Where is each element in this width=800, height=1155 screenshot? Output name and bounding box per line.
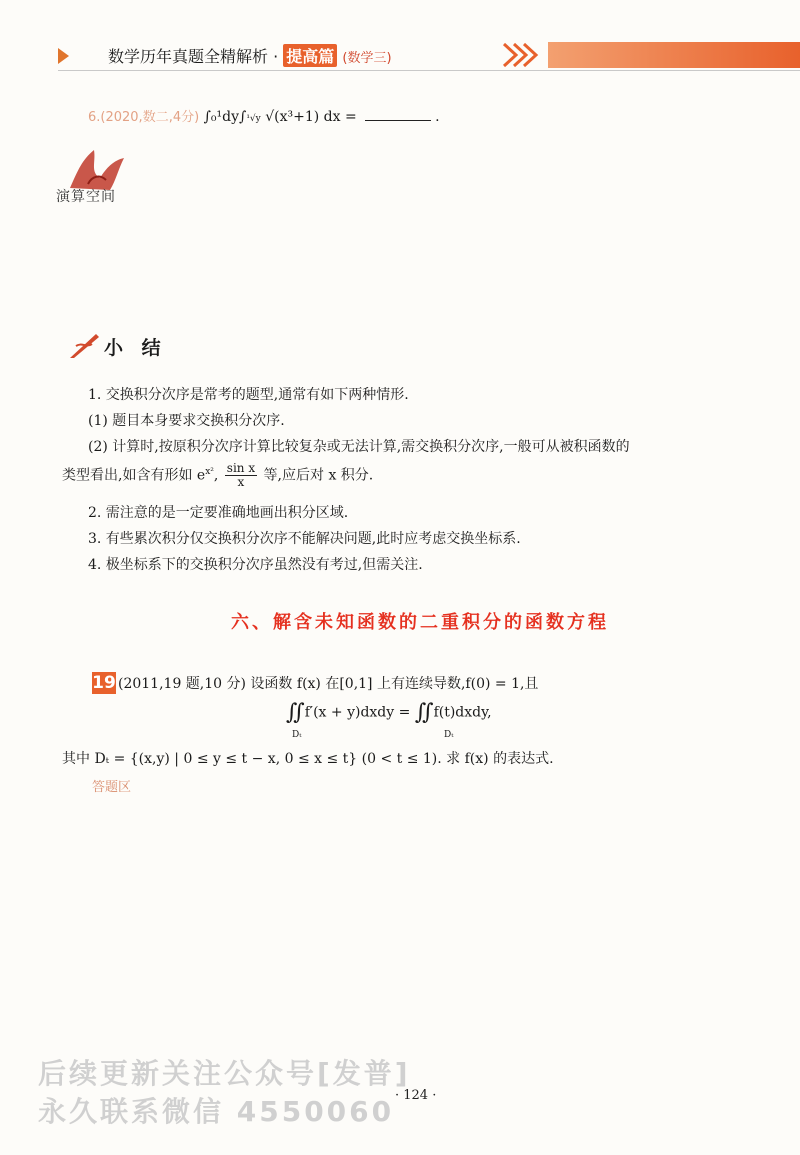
problem-19-equation: [286, 700, 492, 725]
answer-area-label: 答题区: [92, 780, 132, 795]
chevron-right-icon: [500, 40, 560, 70]
answer-blank[interactable]: [365, 120, 431, 121]
volume-badge: 提高篇: [283, 44, 337, 67]
problem-number-badge: 19: [92, 673, 116, 693]
sinx-fraction: [225, 462, 257, 489]
problem-19-domain: 其中 Dₜ = {(x,y) | 0 ≤ y ≤ t − x, 0 ≤ x ≤ t} (0 < t ≤ 1). 求 f(x) 的表达式.: [62, 751, 554, 767]
calc-space-label: 演算空间: [56, 189, 116, 205]
summary-title: 小 结: [104, 337, 167, 359]
summary-item-2: 2. 需注意的是一定要准确地画出积分区域.: [88, 505, 349, 521]
fraction-denominator: x: [237, 475, 245, 489]
problem-6-limits: ¹√y: [246, 114, 261, 124]
summary-item-3: 3. 有些累次积分仅交换积分次序不能解决问题,此时应考虑交换坐标系.: [88, 531, 521, 547]
summary-line4-head: 类型看出,如含有形如 e: [62, 467, 206, 484]
double-integral-icon: ∬: [414, 700, 434, 725]
header-divider: [58, 70, 800, 71]
summary-item-1: 1. 交换积分次序是常考的题型,通常有如下两种情形.: [88, 387, 409, 403]
book-title: [108, 44, 392, 67]
problem-6-prefix: ∫₀¹dy∫: [203, 109, 247, 125]
summary-item-1a: (1) 题目本身要求交换积分次序.: [88, 413, 285, 429]
equation-left: f′(x + y)dxdy =: [304, 704, 415, 721]
summary-line4-tail: 等,应后对 x 积分.: [259, 467, 374, 484]
problem-6-label: 6.(2020,数二,4分): [88, 110, 200, 125]
watermark-line-1: 后续更新关注公众号[发普]: [38, 1057, 411, 1090]
header-arrow-icon: [58, 48, 69, 64]
book-title-text: 数学历年真题全精解析 ·: [108, 47, 284, 66]
header-band: [548, 42, 800, 68]
problem-6: [88, 106, 440, 125]
double-integral-icon: ∬: [286, 700, 305, 725]
domain-subscript-right: Dₜ: [444, 730, 454, 740]
summary-item-4: 4. 极坐标系下的交换积分次序虽然没有考过,但需关注.: [88, 557, 423, 573]
problem-6-integrand: √(x³+1) dx =: [265, 109, 362, 125]
equation-right: f(t)dxdy,: [433, 704, 492, 721]
pen-icon: [66, 330, 102, 360]
summary-item-1b-cont: 类型看出,如含有形如 $e^{x^2}$, $\frac{\text{sin x}}{x}$ 等,应后对 x 积分.: [62, 461, 374, 489]
section-title: 六、解含未知函数的二重积分的函数方程: [231, 612, 609, 633]
domain-subscript-left: Dₜ: [292, 730, 302, 740]
summary-item-1b: (2) 计算时,按原积分次序计算比较复杂或无法计算,需交换积分次序,一般可从被积函数的: [88, 439, 630, 455]
problem-19-text: (2011,19 题,10 分) 设函数 f(x) 在[0,1] 上有连续导数,f(0) = 1,且: [118, 676, 539, 692]
page-number: · 124 ·: [395, 1088, 437, 1103]
subject-label: (数学三): [342, 51, 392, 66]
fraction-numerator: sin x: [226, 461, 256, 475]
problem-6-suffix: .: [435, 109, 440, 125]
exp-superscript: x²: [205, 466, 214, 477]
watermark-line-2: 永久联系微信 4550060: [38, 1095, 395, 1128]
